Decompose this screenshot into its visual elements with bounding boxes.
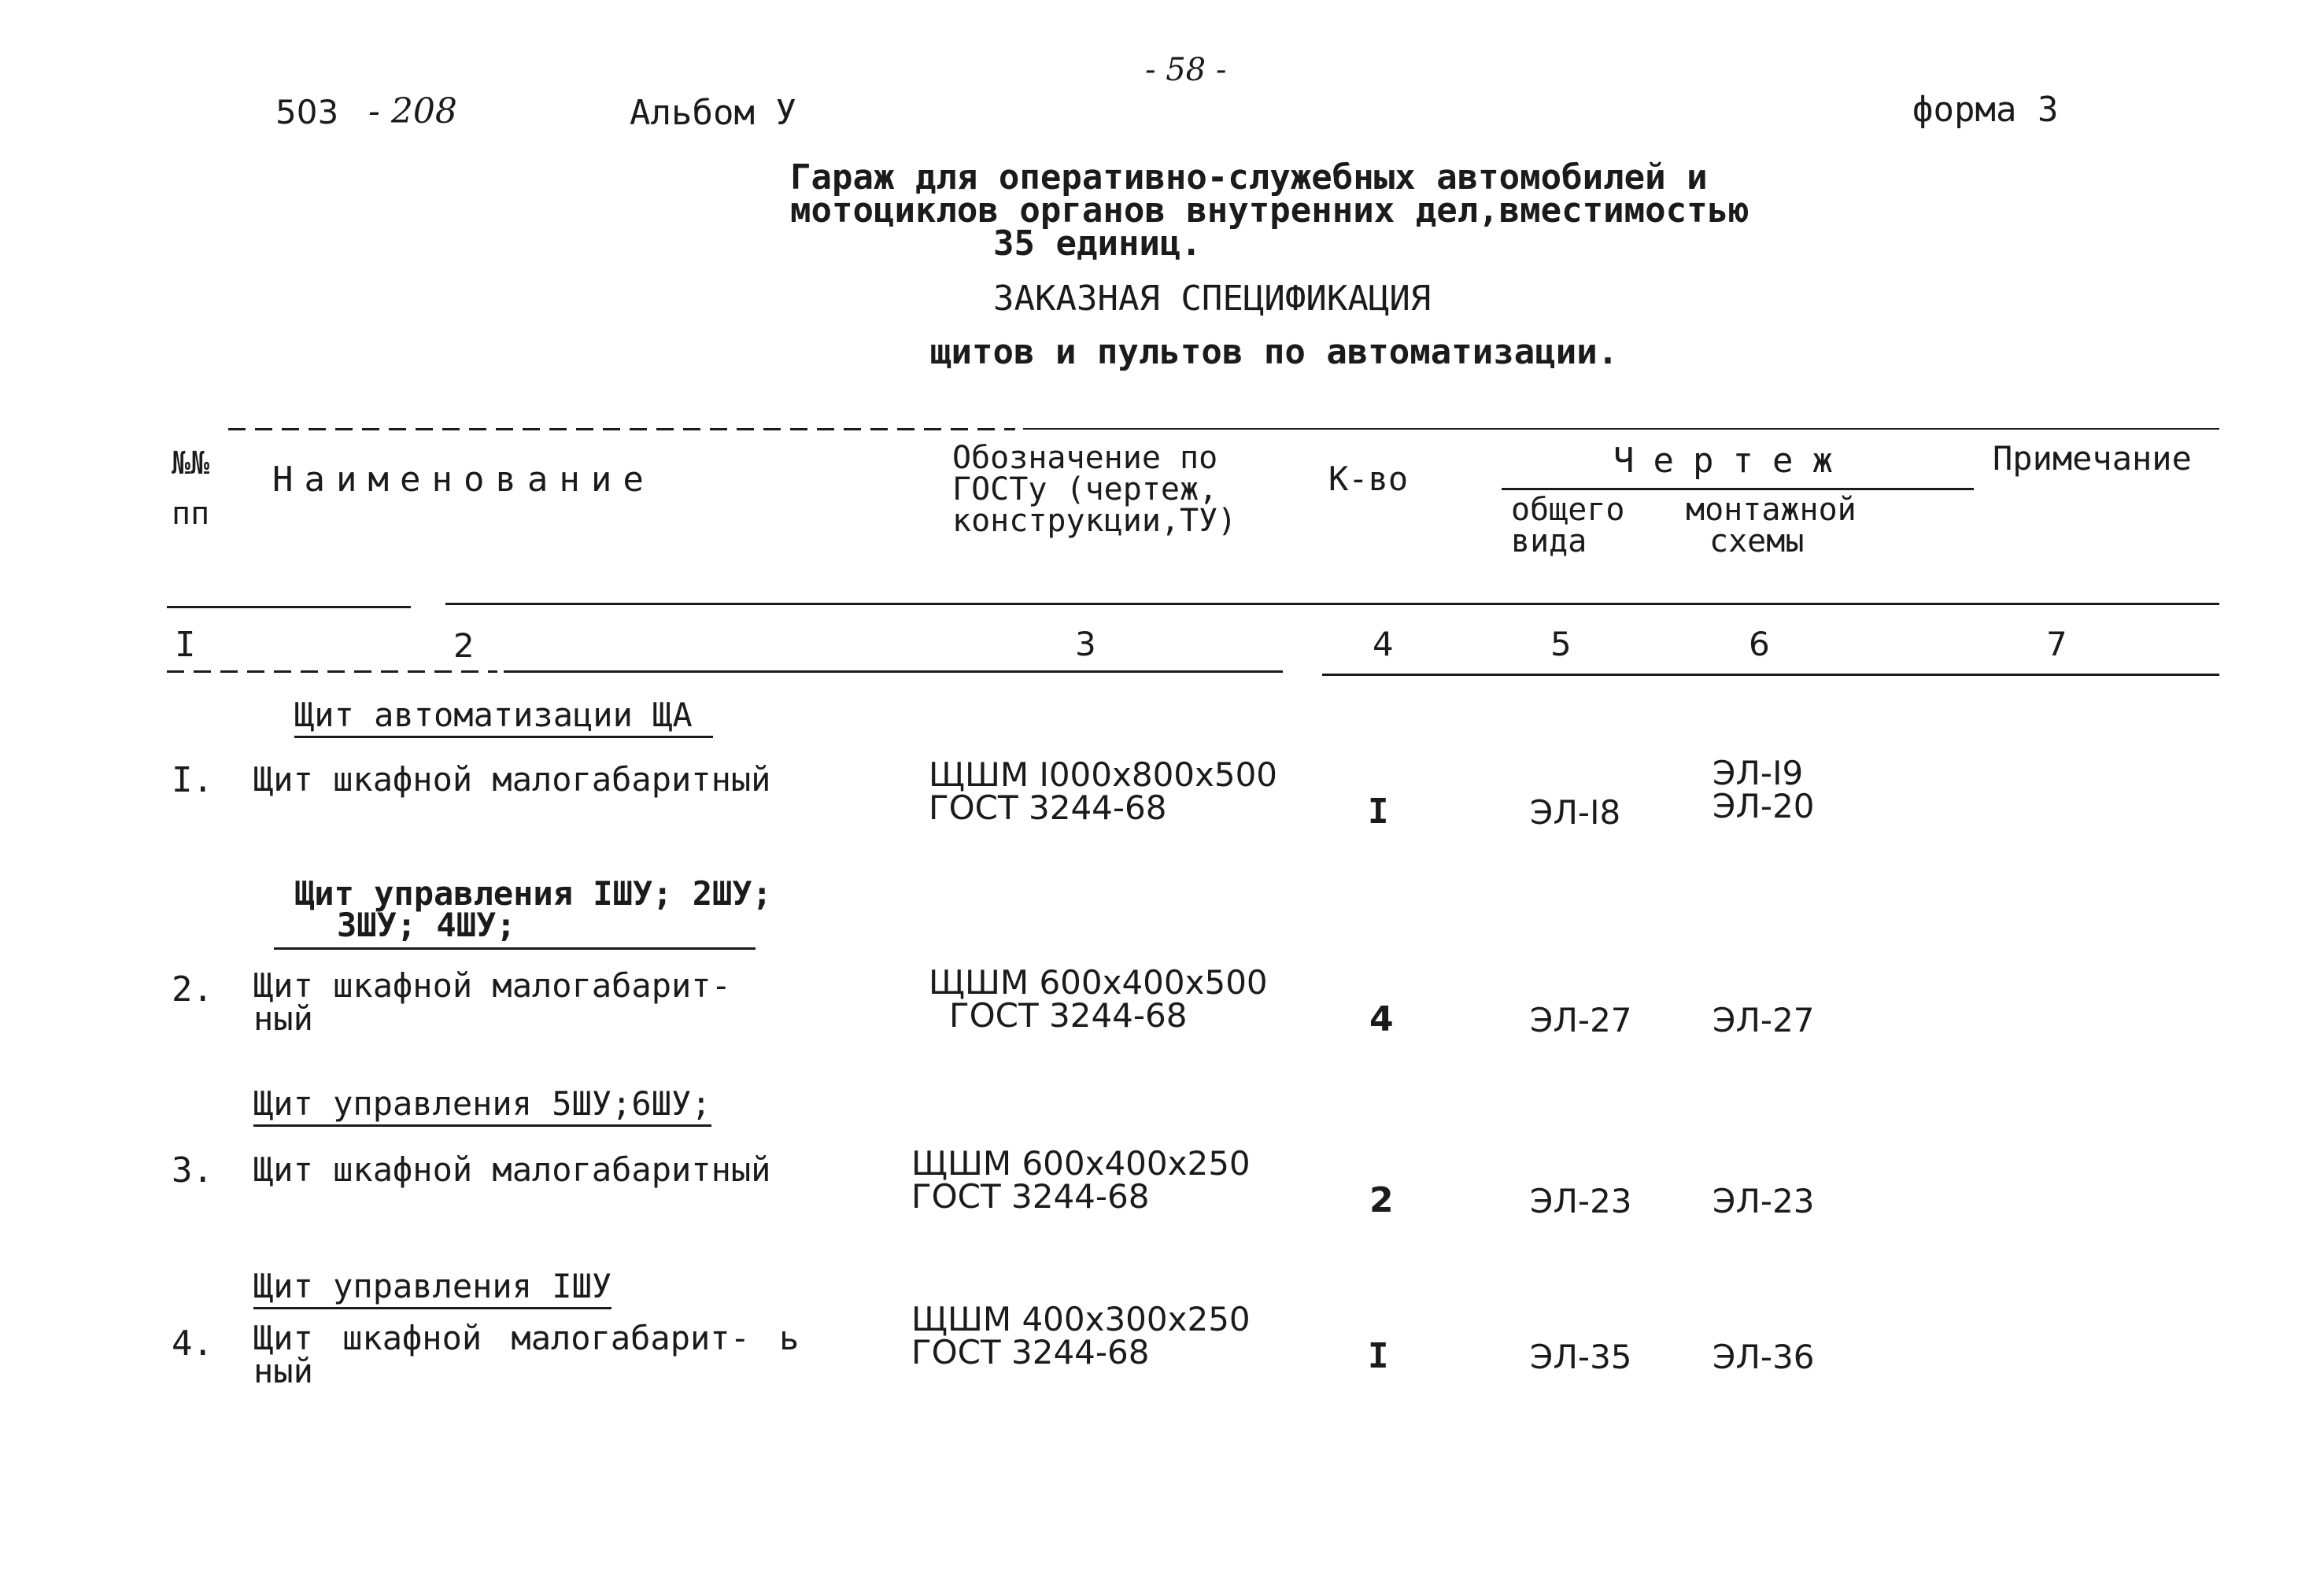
item-number: 2. [172, 969, 213, 1010]
title-line-3: 35 единиц. [993, 223, 1202, 264]
col-header-mount-line1: монтажной [1686, 492, 1857, 528]
item-number: 3. [172, 1150, 213, 1191]
page-number: - 58 - [1145, 52, 1227, 88]
item-mount-drawing: ЭЛ-20 [1713, 787, 1815, 825]
title-line-2: мотоциклов органов внутренних дел,вместимостью [790, 190, 1749, 231]
col-header-designation-line3: конструкции,ТУ) [952, 503, 1237, 539]
col-header-note: Примечание [1993, 439, 2192, 478]
col-number-4: 4 [1373, 625, 1394, 663]
item-number: 4. [172, 1323, 213, 1364]
title-line-1: Гараж для оперативно-служебных автомобилей и [790, 157, 1708, 198]
series-number: - 208 [368, 91, 457, 131]
col-number-1: I [175, 625, 196, 665]
section-heading: Щит автоматизации ЩА [294, 696, 713, 738]
item-designation: ЩШМ I000х800х500 [929, 755, 1278, 794]
table-top-rule-right [1023, 428, 2219, 430]
item-designation: ЩШМ 400х300х250 [911, 1300, 1251, 1338]
col-header-name: Наименование [272, 460, 655, 500]
section-heading: Щит управления IШУ [253, 1267, 611, 1309]
col-number-5: 5 [1550, 625, 1572, 663]
item-mount-drawing: ЭЛ-27 [1713, 1001, 1815, 1039]
document-subheading: щитов и пультов по автоматизации. [930, 332, 1619, 372]
section-heading: Щит управления 5ШУ;6ШУ; [253, 1084, 711, 1127]
col-header-designation-line2: ГОСТу (чертеж, [952, 471, 1218, 508]
item-mount-drawing: ЭЛ-23 [1713, 1182, 1815, 1220]
item-number: I. [172, 760, 213, 800]
col-header-num-line1: №№ [172, 445, 210, 482]
item-name: Щит шкафной малогабарит- ь [253, 1319, 800, 1357]
col-header-general-line2: вида [1511, 523, 1587, 559]
header-bottom-rule-a [167, 606, 411, 608]
item-general-drawing: ЭЛ-23 [1530, 1182, 1632, 1220]
col-number-rule-a [167, 670, 497, 673]
form-label: форма 3 [1912, 90, 2059, 130]
drawing-header-rule [1502, 488, 1974, 490]
col-number-rule-c [1322, 674, 2219, 676]
item-designation: ЩШМ 600х400х500 [929, 963, 1268, 1002]
table-top-rule-left [228, 428, 1015, 430]
item-quantity: I [1368, 792, 1389, 832]
item-designation-standard: ГОСТ 3244-68 [929, 788, 1167, 827]
item-designation-standard: ГОСТ 3244-68 [911, 1333, 1150, 1371]
album-label: Альбом У [630, 93, 796, 133]
item-designation-standard: ГОСТ 3244-68 [911, 1177, 1150, 1216]
item-general-drawing: ЭЛ-27 [1530, 1001, 1632, 1039]
col-header-mount-line2: схемы [1709, 523, 1805, 559]
col-number-3: 3 [1075, 625, 1096, 663]
item-name: Щит шкафной малогабаритный [253, 760, 771, 799]
item-mount-drawing: ЭЛ-36 [1713, 1338, 1815, 1376]
header-bottom-rule-b [445, 603, 2219, 605]
item-name: Щит шкафной малогабарит- [253, 966, 731, 1005]
item-quantity: 2 [1369, 1180, 1394, 1220]
item-mount-drawing: ЭЛ-I9 [1713, 754, 1804, 792]
col-header-qty: К-во [1328, 460, 1409, 498]
col-number-6: 6 [1749, 625, 1770, 663]
item-name: Щит шкафной малогабаритный [253, 1150, 771, 1189]
col-header-designation-line1: Обозначение по [952, 440, 1218, 476]
item-designation-standard: ГОСТ 3244-68 [949, 996, 1188, 1035]
item-name-continued: ный [253, 999, 313, 1038]
col-number-7: 7 [2046, 625, 2067, 663]
col-number-2: 2 [453, 626, 475, 665]
series-code: 503 [275, 93, 339, 131]
section-heading-continued: 3ШУ; 4ШУ; [337, 906, 516, 944]
item-quantity: 4 [1369, 999, 1394, 1039]
item-name-continued: ный [253, 1352, 313, 1390]
item-general-drawing: ЭЛ-35 [1530, 1338, 1632, 1376]
document-heading: ЗАКАЗНАЯ СПЕЦИФИКАЦИЯ [993, 279, 1432, 319]
section-heading-underline [274, 947, 756, 950]
item-general-drawing: ЭЛ-I8 [1530, 793, 1621, 832]
item-quantity: I [1368, 1336, 1389, 1376]
section-heading: Щит управления IШУ; 2ШУ; [294, 874, 772, 913]
col-header-general-line1: общего [1511, 492, 1625, 528]
item-designation: ЩШМ 600х400х250 [911, 1144, 1251, 1183]
col-number-rule-b [504, 670, 1283, 673]
col-header-drawing: Чертеж [1613, 441, 1852, 481]
col-header-num-line2: пп [172, 496, 210, 532]
